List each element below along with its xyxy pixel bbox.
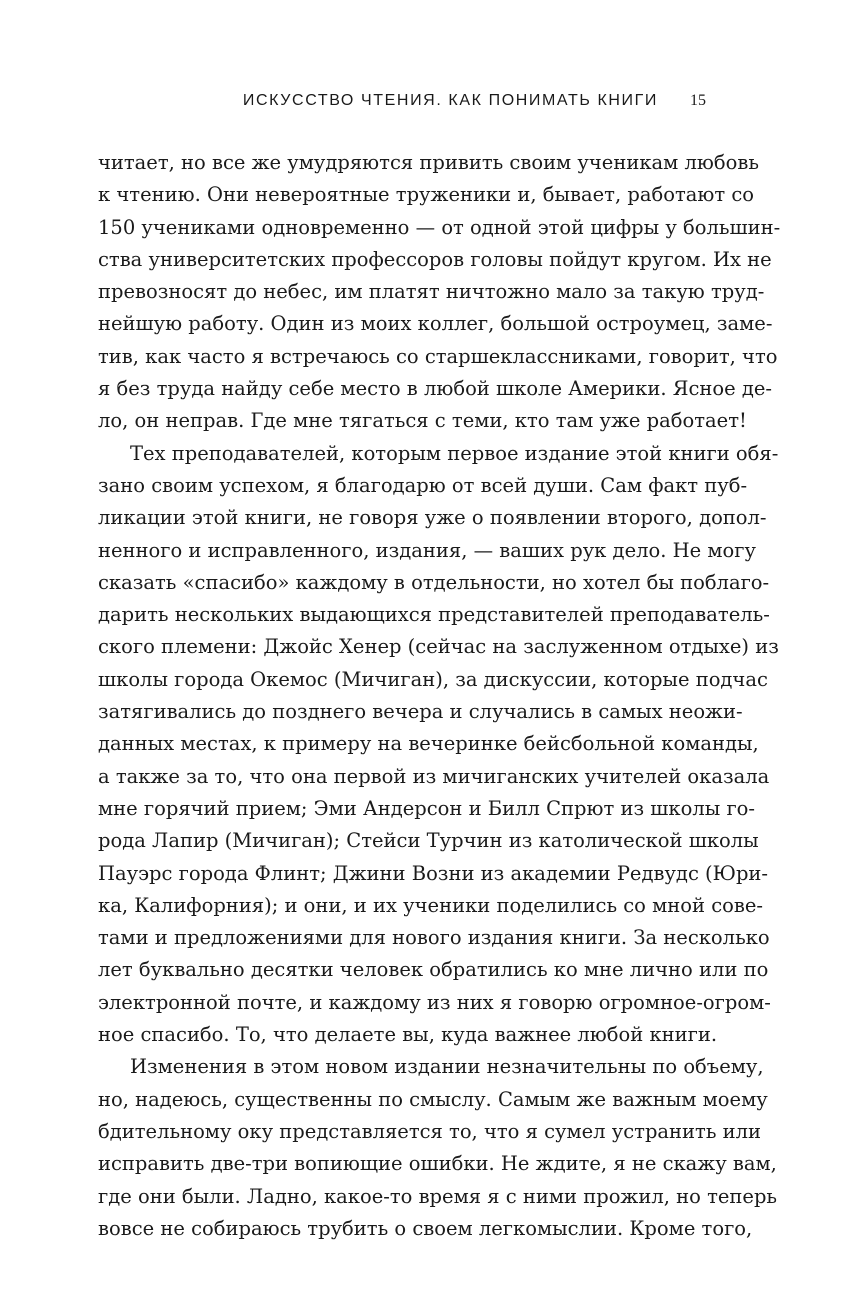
text-line: дарить нескольких выдающихся представителей преподаватель- <box>98 603 770 627</box>
text-line: Пауэрс города Флинт; Джини Возни из академии Редвудс (Юри- <box>98 861 769 885</box>
text-line: ства университетских профессоров головы пойдут кругом. Их не <box>98 247 772 271</box>
text-line: электронной почте, и каждому из них я говорю огромное-огром- <box>98 990 771 1014</box>
running-header <box>98 89 708 113</box>
text-line: затягивались до позднего вечера и случались в самых неожи- <box>98 700 743 724</box>
text-line: лет буквально десятки человек обратились ко мне лично или по <box>98 958 769 982</box>
text-line: бдительному оку представляется то, что я сумел устранить или <box>98 1119 762 1143</box>
text-line: я без труда найду себе место в любой школе Америки. Ясное де- <box>98 377 772 401</box>
text-line: читает, но все же умудряются привить своим ученикам любовь <box>98 151 759 174</box>
text-line: вовсе не собираюсь трубить о своем легкомыслии. Кроме того, <box>98 1216 753 1240</box>
text-line: данных местах, к примеру на вечеринке бейсбольной команды, <box>98 732 759 756</box>
text-line: превозносят до небес, им платят ничтожно мало за такую труд- <box>98 280 765 304</box>
text-line: тив, как часто я встречаюсь со старшеклассниками, говорит, что <box>98 344 778 368</box>
text-line: школы города Окемос (Мичиган), за дискуссии, которые подчас <box>98 667 768 691</box>
text-line: зано своим успехом, я благодарю от всей души. Сам факт пуб- <box>98 473 748 497</box>
text-line: к чтению. Они невероятные труженики и, бывает, работают со <box>98 183 754 207</box>
text-line: сказать «спасибо» каждому в отдельности, но хотел бы поблаго- <box>98 570 770 594</box>
text-line: мне горячий прием; Эми Андерсон и Билл Спрют из школы го- <box>98 796 756 820</box>
text-line: Изменения в этом новом издании незначительны по объему, <box>130 1055 764 1079</box>
text-line: ненного и исправленного, издания, — ваших рук дело. Не могу <box>98 538 756 562</box>
text-line: тами и предложениями для нового издания книги. За несколько <box>98 926 770 950</box>
text-line: ное спасибо. То, что делаете вы, куда важнее любой книги. <box>98 1023 718 1047</box>
text-line: Тех преподавателей, которым первое издание этой книги обя- <box>130 441 779 465</box>
page-number: 15 <box>690 92 706 109</box>
text-line: ка, Калифорния); и они, и их ученики поделились со мной сове- <box>98 893 763 917</box>
text-line: где они были. Ладно, какое-то время я с ними прожил, но теперь <box>98 1184 778 1208</box>
text-line: нейшую работу. Один из моих коллег, большой остроумец, заме- <box>98 312 773 336</box>
text-line: исправить две-три вопиющие ошибки. Не ждите, я не скажу вам, <box>98 1152 777 1176</box>
text-line: 150 учениками одновременно — от одной этой цифры у большин- <box>98 215 781 239</box>
text-line: ликации этой книги, не говоря уже о появлении второго, допол- <box>98 506 767 530</box>
running-title: ИСКУССТВО ЧТЕНИЯ. КАК ПОНИМАТЬ КНИГИ <box>242 92 658 109</box>
body-text <box>98 147 781 1245</box>
text-line: ского племени: Джойс Хенер (сейчас на заслуженном отдыхе) из <box>98 635 779 659</box>
text-line: ло, он неправ. Где мне тягаться с теми, кто там уже работает! <box>98 409 747 433</box>
text-line: а также за то, что она первой из мичиганских учителей оказала <box>98 764 770 788</box>
text-line: рода Лапир (Мичиган); Стейси Турчин из католической школы <box>98 829 759 853</box>
text-line: но, надеюсь, существенны по смыслу. Самым же важным моему <box>98 1087 768 1111</box>
